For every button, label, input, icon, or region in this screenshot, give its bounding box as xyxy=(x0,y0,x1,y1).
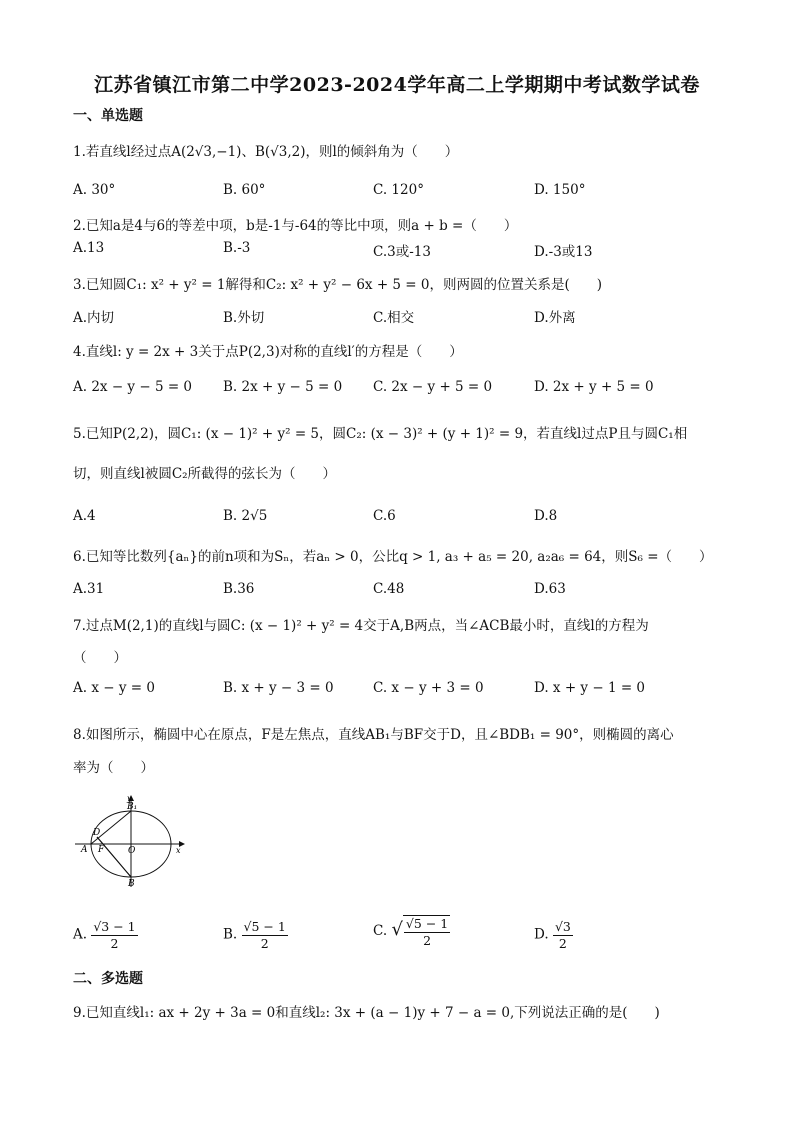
option-c: C. x − y + 3 = 0 xyxy=(373,680,484,696)
option-a-letter: A. xyxy=(73,926,88,943)
option-b: B. x + y − 3 = 0 xyxy=(223,680,334,696)
option-a: A. 2x − y − 5 = 0 xyxy=(73,379,193,395)
question-7: 7.过点M(2,1)的直线l与圆C: (x − 1)² + y² = 4交于A,B两点，当∠ACB最小时，直线l的方程为 xyxy=(73,618,649,634)
question-4: 4.直线l: y = 2x + 3关于点P(2,3)对称的直线l′的方程是（ ） xyxy=(73,344,463,360)
option-c-letter: C. xyxy=(373,923,388,940)
option-d xyxy=(534,919,573,951)
option-b: B. 60° xyxy=(223,182,266,198)
question-7-line-2: （ ） xyxy=(73,650,127,666)
option-c: C.相交 xyxy=(373,310,415,326)
question-3: 3.已知圆C₁: x² + y² = 1解得和C₂: x² + y² − 6x + 5 = 0，则两圆的位置关系是( ) xyxy=(73,277,603,293)
options-q2 xyxy=(73,240,723,260)
option-c: C.6 xyxy=(373,508,396,524)
fraction-numerator: √5 − 1 xyxy=(405,916,449,931)
option-c: C.48 xyxy=(373,581,405,597)
question-2: 2.已知a是4与6的等差中项，b是-1与-64的等比中项，则a + b =（ ） xyxy=(73,218,518,234)
option-a: A. x − y = 0 xyxy=(73,680,155,696)
option-d: D.外离 xyxy=(534,310,576,326)
ellipse-figure xyxy=(73,794,193,889)
option-a xyxy=(73,919,138,951)
section-single-choice: 一、单选题 xyxy=(73,108,143,124)
question-6: 6.已知等比数列{aₙ}的前n项和为Sₙ，若aₙ > 0，公比q > 1, a₃ + a₅ = 20, a₂a₆ = 64，则S₆ =（ ） xyxy=(73,549,713,565)
label-B: B xyxy=(128,879,135,889)
question-1: 1.若直线l经过点A(2√3,−1)、B(√3,2)，则l的倾斜角为（ ） xyxy=(73,144,459,160)
option-d: D. x + y − 1 = 0 xyxy=(534,680,646,696)
question-8-line-2: 率为（ ） xyxy=(73,760,154,776)
option-c-fraction xyxy=(403,915,450,948)
label-y: y xyxy=(127,794,132,803)
fraction-denominator: 2 xyxy=(260,935,269,951)
option-a: A.内切 xyxy=(73,310,115,326)
option-a: A.31 xyxy=(73,581,105,597)
option-c xyxy=(373,915,450,948)
options-q4 xyxy=(73,379,723,399)
question-5: 5.已知P(2,2)，圆C₁: (x − 1)² + y² = 5，圆C₂: (x − 3)² + (y + 1)² = 9，若直线l过点P且与圆C₁相 xyxy=(73,426,688,442)
section-multi-choice: 二、多选题 xyxy=(73,971,143,987)
option-b-fraction xyxy=(242,919,288,951)
option-b: B.-3 xyxy=(223,240,251,256)
line-BD xyxy=(97,837,131,877)
option-c: C. 120° xyxy=(373,182,424,198)
sqrt-sign-icon: √ xyxy=(391,919,403,941)
option-d-letter: D. xyxy=(534,926,549,943)
option-b: B. 2√5 xyxy=(223,508,268,524)
option-b xyxy=(223,919,288,951)
options-q1 xyxy=(73,182,723,202)
option-d: D.8 xyxy=(534,508,558,524)
fraction-numerator: √3 − 1 xyxy=(93,919,136,934)
option-d-fraction xyxy=(553,919,573,951)
option-d: D.-3或13 xyxy=(534,244,593,260)
label-A: A xyxy=(81,845,88,855)
options-q7 xyxy=(73,680,723,700)
label-O: O xyxy=(128,846,136,856)
label-B1: B₁ xyxy=(127,802,138,812)
options-q8 xyxy=(73,915,723,955)
option-d: D.63 xyxy=(534,581,566,597)
option-a-fraction xyxy=(91,919,137,951)
label-x: x xyxy=(176,846,181,855)
label-D: D xyxy=(93,828,101,838)
option-b: B.外切 xyxy=(223,310,265,326)
question-5-line-2: 切，则直线l被圆C₂所截得的弦长为（ ） xyxy=(73,466,337,482)
option-c: C. 2x − y + 5 = 0 xyxy=(373,379,493,395)
option-c: C.3或-13 xyxy=(373,244,431,260)
fraction-numerator: √3 xyxy=(554,919,571,934)
option-a: A.13 xyxy=(73,240,105,256)
question-9: 9.已知直线l₁: ax + 2y + 3a = 0和直线l₂: 3x + (a − 1)y + 7 − a = 0,下列说法正确的是( ) xyxy=(73,1005,660,1021)
options-q6 xyxy=(73,581,723,601)
option-d: D. 2x + y + 5 = 0 xyxy=(534,379,654,395)
options-q5 xyxy=(73,508,723,528)
option-b: B. 2x + y − 5 = 0 xyxy=(223,379,343,395)
fraction-denominator: 2 xyxy=(110,935,119,951)
fraction-denominator: 2 xyxy=(423,932,432,948)
options-q3 xyxy=(73,306,723,326)
fraction-numerator: √5 − 1 xyxy=(243,919,286,934)
fraction-denominator: 2 xyxy=(558,935,567,951)
option-b-letter: B. xyxy=(223,926,238,943)
label-F: F xyxy=(98,845,105,855)
option-b: B.36 xyxy=(223,581,255,597)
option-a: A. 30° xyxy=(73,182,116,198)
question-8: 8.如图所示，椭圆中心在原点，F是左焦点，直线AB₁与BF交于D，且∠BDB₁ = 90°，则椭圆的离心 xyxy=(73,727,674,743)
option-a: A.4 xyxy=(73,508,96,524)
page-title: 江苏省镇江市第二中学2023-2024学年高二上学期期中考试数学试卷 xyxy=(94,74,700,96)
option-d: D. 150° xyxy=(534,182,586,198)
